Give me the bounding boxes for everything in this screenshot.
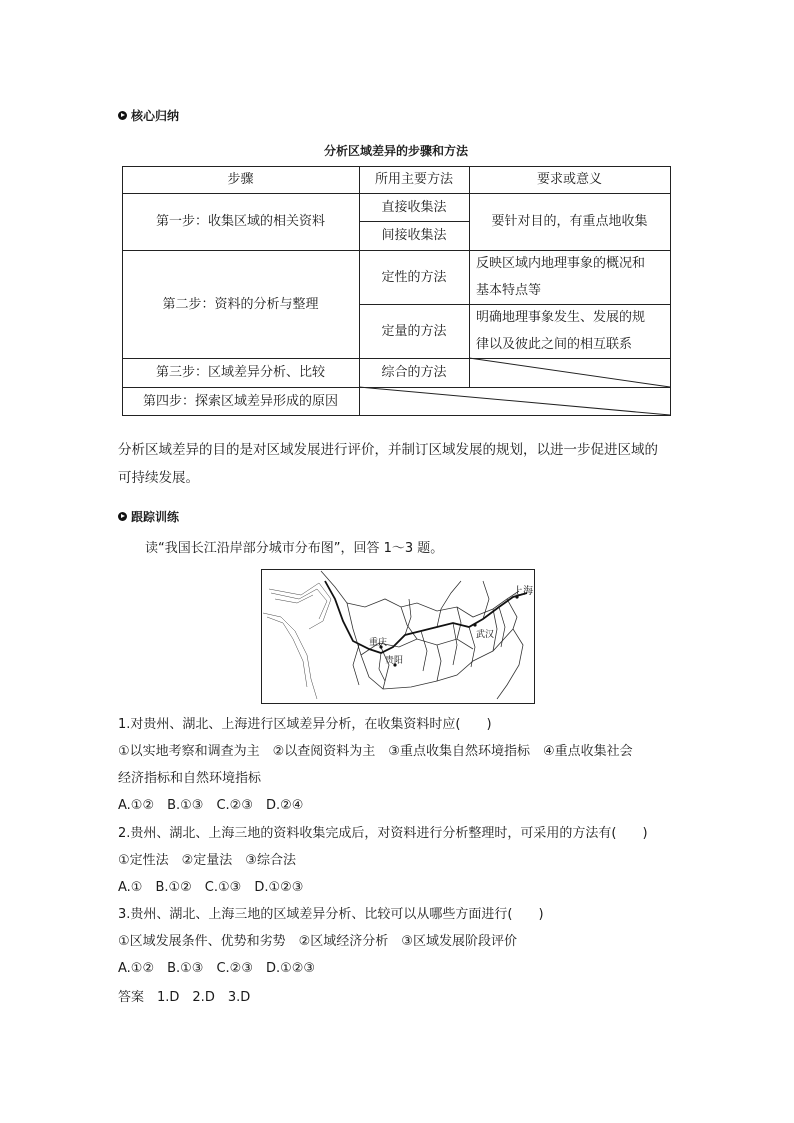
shanghai-label: 上海 xyxy=(513,586,533,597)
play-bullet-icon xyxy=(118,512,127,521)
requirement-2-line2: 基本特点等 xyxy=(476,283,542,298)
requirement-2-line1: 反映区域内地理事象的概况和 xyxy=(476,256,646,271)
section-heading-practice xyxy=(118,508,179,525)
question-2-options: ①定性法 ②定量法 ③综合法 xyxy=(118,853,296,868)
method-comprehensive: 综合的方法 xyxy=(381,365,447,380)
question-2-choices: A.① B.①② C.①③ D.①②③ xyxy=(118,880,304,895)
requirement-3-line1: 明确地理事象发生、发展的规 xyxy=(476,310,646,325)
method-indirect: 间接收集法 xyxy=(381,228,447,243)
header-method: 所用主要方法 xyxy=(374,172,453,187)
question-1-choices: A.①② B.①③ C.②③ D.②④ xyxy=(118,798,304,813)
question-1-options-line1: ①以实地考察和调查为主 ②以查阅资料为主 ③重点收集自然环境指标 ④重点收集社会 xyxy=(118,744,633,759)
chongqing-label: 重庆 xyxy=(369,638,388,648)
section-title: 核心归纳 xyxy=(131,109,180,123)
guiyang-label: 贵阳 xyxy=(385,656,404,666)
requirement-3 xyxy=(476,304,670,358)
answer-key: 答案 1.D 2.D 3.D xyxy=(118,990,251,1005)
requirement-1: 要针对目的，有重点地收集 xyxy=(491,214,648,229)
step-4: 第四步：探索区域差异形成的原因 xyxy=(142,393,338,409)
requirement-2 xyxy=(476,250,670,304)
question-3-stem: 3.贵州、湖北、上海三地的区域差异分析、比较可以从哪些方面进行( ) xyxy=(118,907,544,922)
question-3-options: ①区域发展条件、优势和劣势 ②区域经济分析 ③区域发展阶段评价 xyxy=(118,934,517,949)
method-quantitative: 定量的方法 xyxy=(381,323,447,339)
section-title: 跟踪训练 xyxy=(131,510,180,524)
method-qualitative: 定性的方法 xyxy=(381,269,447,285)
question-2-stem: 2.贵州、湖北、上海三地的资料收集完成后，对资料进行分析整理时，可采用的方法有( ) xyxy=(118,826,648,841)
question-1-stem: 1.对贵州、湖北、上海进行区域差异分析，在收集资料时应( ) xyxy=(118,717,492,732)
header-requirement: 要求或意义 xyxy=(536,172,602,187)
header-step: 步骤 xyxy=(227,172,254,187)
table-caption: 分析区域差异的步骤和方法 xyxy=(323,144,468,158)
step-1: 第一步：收集区域的相关资料 xyxy=(155,214,325,229)
methods-table xyxy=(0,0,794,420)
question-1-options-line2: 经济指标和自然环境指标 xyxy=(118,771,262,786)
step-2: 第二步：资料的分析与整理 xyxy=(162,296,319,312)
step-3: 第三步：区域差异分析、比较 xyxy=(155,365,325,380)
wuhan-label: 武汉 xyxy=(476,630,495,640)
reading-intro: 读“我国长江沿岸部分城市分布图”，回答 1～3 题。 xyxy=(145,541,444,556)
summary-line1: 分析区域差异的目的是对区域发展进行评价，并制订区域发展的规划，以进一步促进区域的 xyxy=(118,442,658,458)
requirement-3-line2: 律以及彼此之间的相互联系 xyxy=(476,337,633,352)
yangtze-city-map xyxy=(261,569,535,704)
summary-paragraph xyxy=(118,436,688,492)
summary-line2: 可持续发展。 xyxy=(118,470,199,486)
question-3-choices: A.①② B.①③ C.②③ D.①②③ xyxy=(118,961,316,976)
wuhan-marker xyxy=(473,623,476,626)
method-direct: 直接收集法 xyxy=(381,199,447,215)
